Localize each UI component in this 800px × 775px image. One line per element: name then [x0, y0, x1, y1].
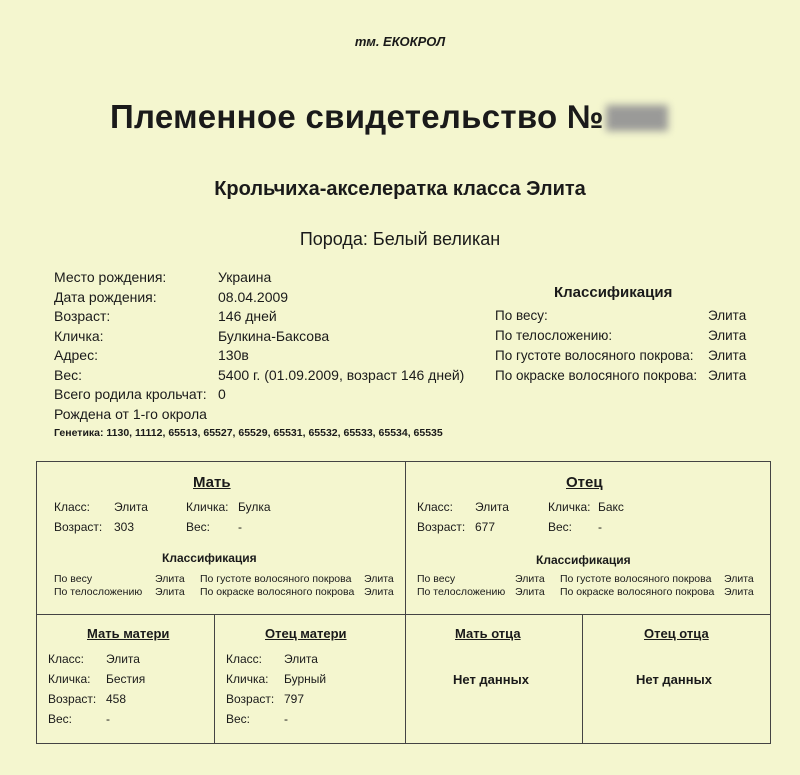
- classification-value: Элита: [708, 348, 747, 363]
- father-cls-label: По окраске волосяного покрова: [560, 586, 715, 598]
- father-cls-label: По весу: [417, 573, 456, 585]
- mother-cls-label: По весу: [54, 573, 93, 585]
- mother-class-value: Элита: [114, 500, 148, 514]
- father-weight-value: -: [598, 520, 602, 534]
- classification-row: [495, 348, 746, 368]
- mother-age-value: 303: [114, 520, 135, 534]
- mother-cls-label: По телосложению: [54, 586, 143, 598]
- info-label: Адрес:: [54, 347, 98, 363]
- info-row-age: [54, 308, 464, 328]
- classification-label: По густоте волосяного покрова:: [495, 348, 694, 363]
- classification-value: Элита: [708, 328, 747, 343]
- breed-line: Порода: Белый великан: [299, 229, 501, 249]
- father-cls-label: По телосложению: [417, 586, 506, 598]
- mother-cls-label: По окраске волосяного покрова: [200, 586, 355, 598]
- fathers-mother-no-data: Нет данных: [453, 672, 529, 687]
- mothers-father-nick-label: Кличка:: [226, 672, 269, 686]
- mother-class-label: Класс:: [54, 500, 90, 514]
- redacted-number: [606, 105, 668, 131]
- father-nick-label: Кличка:: [548, 500, 591, 514]
- classification-block: [495, 308, 746, 388]
- mothers-mother-nick-value: Бестия: [106, 672, 146, 686]
- father-class-value: Элита: [475, 500, 509, 514]
- mothers-father-title: Отец матери: [265, 626, 347, 641]
- mothers-mother-age-label: Возраст:: [48, 692, 97, 706]
- mothers-mother-nick-label: Кличка:: [48, 672, 91, 686]
- pedigree-divider-horizontal: [36, 614, 770, 615]
- father-age-label: Возраст:: [417, 520, 466, 534]
- father-age-value: 677: [475, 520, 496, 534]
- info-row-litter: [54, 406, 464, 426]
- info-label: Дата рождения:: [54, 288, 157, 305]
- mothers-father-weight-value: -: [284, 712, 288, 726]
- mothers-father-age-value: 797: [284, 692, 305, 706]
- mothers-father-nick-value: Бурный: [284, 672, 327, 686]
- classification-value: Элита: [708, 368, 747, 383]
- mother-title: Мать: [193, 474, 231, 491]
- mother-cls-value: Элита: [364, 586, 394, 598]
- mothers-mother-weight-value: -: [106, 712, 110, 726]
- classification-label: По окраске волосяного покрова:: [495, 368, 698, 383]
- info-value: Булкина-Баксова: [218, 327, 330, 344]
- father-cls-label: По густоте волосяного покрова: [560, 573, 712, 585]
- info-label: Рождена от 1-го окрола: [54, 405, 207, 422]
- father-classification-title: Классификация: [536, 553, 631, 567]
- fathers-father-no-data: Нет данных: [636, 672, 712, 687]
- mother-classification-title: Классификация: [162, 551, 257, 565]
- mothers-father-class-value: Элита: [284, 652, 318, 666]
- fathers-mother-title: Мать отца: [455, 626, 521, 641]
- classification-title: Классификация: [554, 284, 673, 301]
- father-cls-value: Элита: [724, 573, 754, 585]
- classification-label: По телосложению:: [495, 328, 613, 343]
- father-weight-label: Вес:: [548, 520, 573, 534]
- pedigree-divider-left: [214, 614, 215, 743]
- mother-cls-label: По густоте волосяного покрова: [200, 573, 352, 585]
- pedigree-divider-right: [582, 614, 583, 743]
- info-row-birthdate: [54, 289, 464, 309]
- father-class-label: Класс:: [417, 500, 453, 514]
- mothers-father-class-label: Класс:: [226, 652, 262, 666]
- mother-cls-value: Элита: [364, 573, 394, 585]
- mother-cls-value: Элита: [155, 586, 185, 598]
- classification-value: Элита: [708, 308, 747, 323]
- subtitle: Крольчиха-акселератка класса Элита: [214, 178, 586, 200]
- info-value: 146 дней: [218, 308, 277, 324]
- info-value: 08.04.2009: [218, 288, 289, 305]
- father-title: Отец: [566, 474, 603, 491]
- father-cls-value: Элита: [515, 573, 545, 585]
- info-row-offspring: [54, 386, 464, 406]
- mothers-father-weight-label: Вес:: [226, 712, 251, 726]
- mother-weight-label: Вес:: [186, 520, 211, 534]
- page-title: [110, 98, 668, 136]
- mother-weight-value: -: [238, 520, 242, 534]
- info-label: Место рождения:: [54, 269, 167, 285]
- mothers-mother-class-label: Класс:: [48, 652, 84, 666]
- mother-age-label: Возраст:: [54, 520, 103, 534]
- info-row-birthplace: [54, 269, 464, 289]
- info-row-weight: [54, 367, 464, 387]
- classification-row: [495, 308, 746, 328]
- info-row-address: [54, 347, 464, 367]
- info-value: Украина: [218, 269, 272, 285]
- mothers-mother-class-value: Элита: [106, 652, 140, 666]
- info-row-nickname: [54, 328, 464, 348]
- info-label: Кличка:: [54, 327, 104, 344]
- info-value: 5400 г. (01.09.2009, возраст 146 дней): [218, 366, 465, 383]
- mothers-mother-weight-label: Вес:: [48, 712, 73, 726]
- classification-row: [495, 368, 746, 388]
- mother-nick-label: Кличка:: [186, 500, 229, 514]
- pedigree-divider-center: [405, 461, 406, 743]
- brand-label: тм. ЕКОКРОЛ: [354, 34, 446, 49]
- father-cls-value: Элита: [724, 586, 754, 598]
- title-text: Племенное свидетельство №: [110, 98, 605, 135]
- classification-label: По весу:: [495, 308, 548, 323]
- mothers-father-age-label: Возраст:: [226, 692, 275, 706]
- genetics-line: Генетика: 1130, 11112, 65513, 65527, 65529, 65531, 65532, 65533, 65534, 65535: [54, 427, 443, 439]
- info-label: Вес:: [54, 366, 83, 383]
- mother-nick-value: Булка: [238, 500, 271, 514]
- info-label: Возраст:: [54, 308, 111, 324]
- info-label: Всего родила крольчат:: [54, 386, 207, 402]
- mothers-mother-title: Мать матери: [87, 626, 170, 641]
- info-block: [54, 269, 464, 425]
- fathers-father-title: Отец отца: [644, 626, 709, 641]
- father-nick-value: Бакс: [598, 500, 624, 514]
- info-value: 130в: [218, 347, 249, 363]
- info-value: 0: [218, 386, 226, 402]
- father-cls-value: Элита: [515, 586, 545, 598]
- mother-cls-value: Элита: [155, 573, 185, 585]
- mothers-mother-age-value: 458: [106, 692, 127, 706]
- classification-row: [495, 328, 746, 348]
